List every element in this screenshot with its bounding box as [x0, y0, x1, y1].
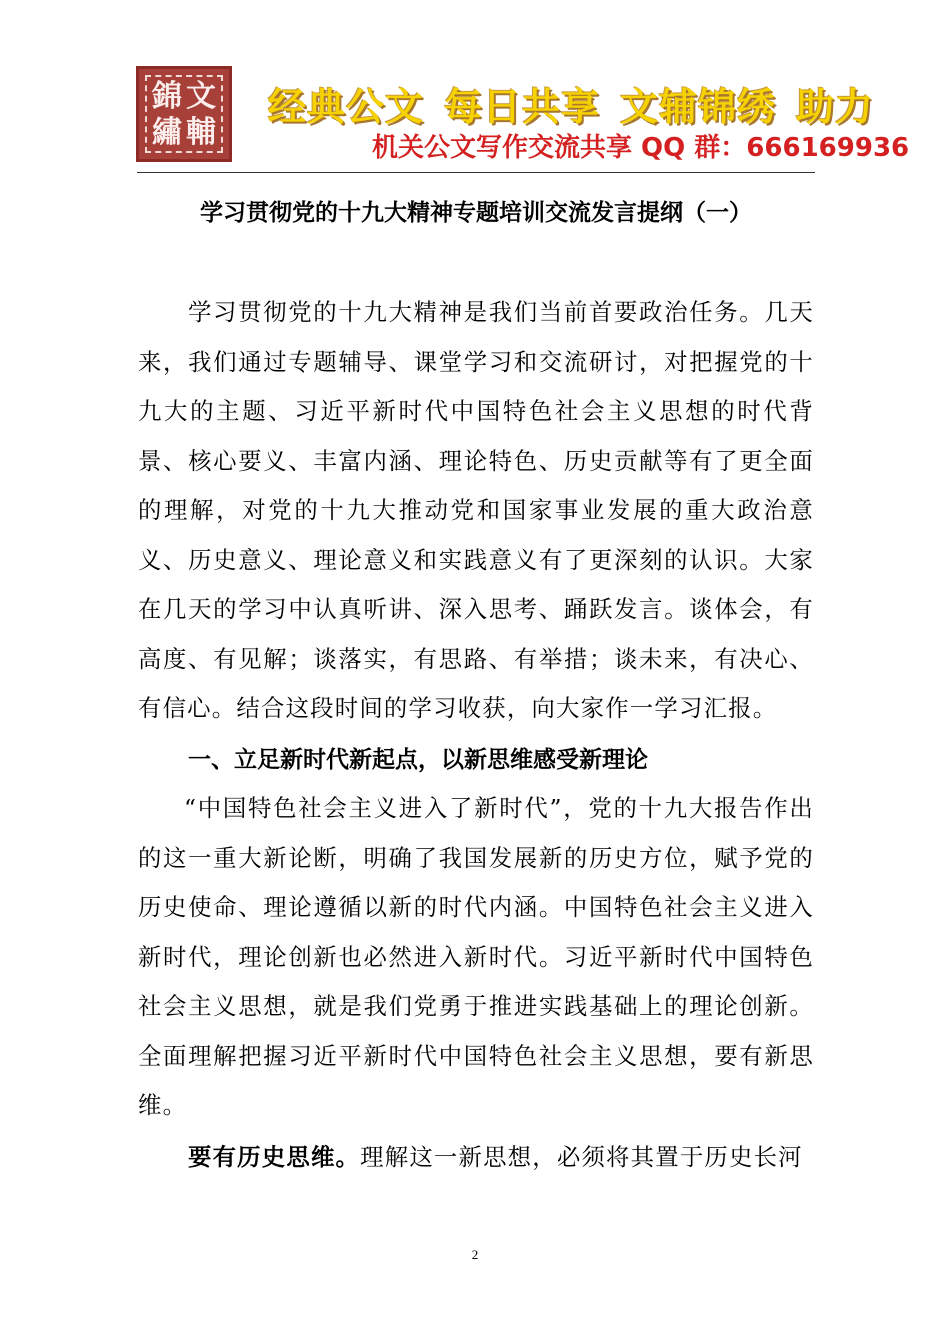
paragraph-2: “中国特色社会主义进入了新时代”，党的十九大报告作出的这一重大新论断，明确了我国发展新的历史方位，赋予党的历史使命、理论遵循以新的时代内涵。中国特色社会主义进入新时代，理论创新也必然进入新时代。习近平新时代中国特色社会主义思想，就是我们党勇于推进实践基础上的理论创新。全面理解把握习近平新时代中国特色社会主义思想，要有新思维。 — [138, 794, 814, 1119]
page-number: 2 — [471, 1247, 479, 1262]
slogan-part: 经典公文 — [268, 85, 425, 129]
document-title: 学习贯彻党的十九大精神专题培训交流发言提纲（一） — [200, 199, 752, 226]
seal-char: 繡 — [152, 115, 182, 150]
paragraph-3 — [138, 1133, 814, 1183]
header-slogan — [268, 76, 894, 131]
seal-logo — [136, 66, 232, 162]
header-qq-group: 机关公文写作交流共享 QQ 群：666169936 — [372, 133, 910, 163]
seal-char: 錦 — [152, 79, 182, 114]
seal-char: 輔 — [186, 115, 216, 150]
slogan-part: 助力 — [796, 85, 875, 129]
section-heading-1: 一、立足新时代新起点，以新思维感受新理论 — [188, 747, 648, 773]
header-divider — [137, 172, 815, 173]
slogan-part: 每日共享 — [444, 85, 601, 129]
slogan-part: 文辅锦绣 — [620, 85, 777, 129]
paragraph-3-lead: 要有历史思维。 — [188, 1143, 361, 1171]
seal-char: 文 — [186, 79, 216, 114]
paragraph-3-text: 理解这一新思想，必须将其置于历史长河 — [360, 1143, 803, 1171]
paragraph-1: 学习贯彻党的十九大精神是我们当前首要政治任务。几天来，我们通过专题辅导、课堂学习和交流研讨，对把握党的十九大的主题、习近平新时代中国特色社会主义思想的时代背景、核心要义、丰富内涵、理论特色、历史贡献等有了更全面的理解，对党的十九大推动党和国家事业发展的重大政治意义、历史意义、理论意义和实践意义有了更深刻的认识。大家在几天的学习中认真听讲、深入思考、踊跃发言。谈体会，有高度、有见解；谈落实，有思路、有举措；谈未来，有决心、有信心。结合这段时间的学习收获，向大家作一学习汇报。 — [138, 298, 814, 722]
